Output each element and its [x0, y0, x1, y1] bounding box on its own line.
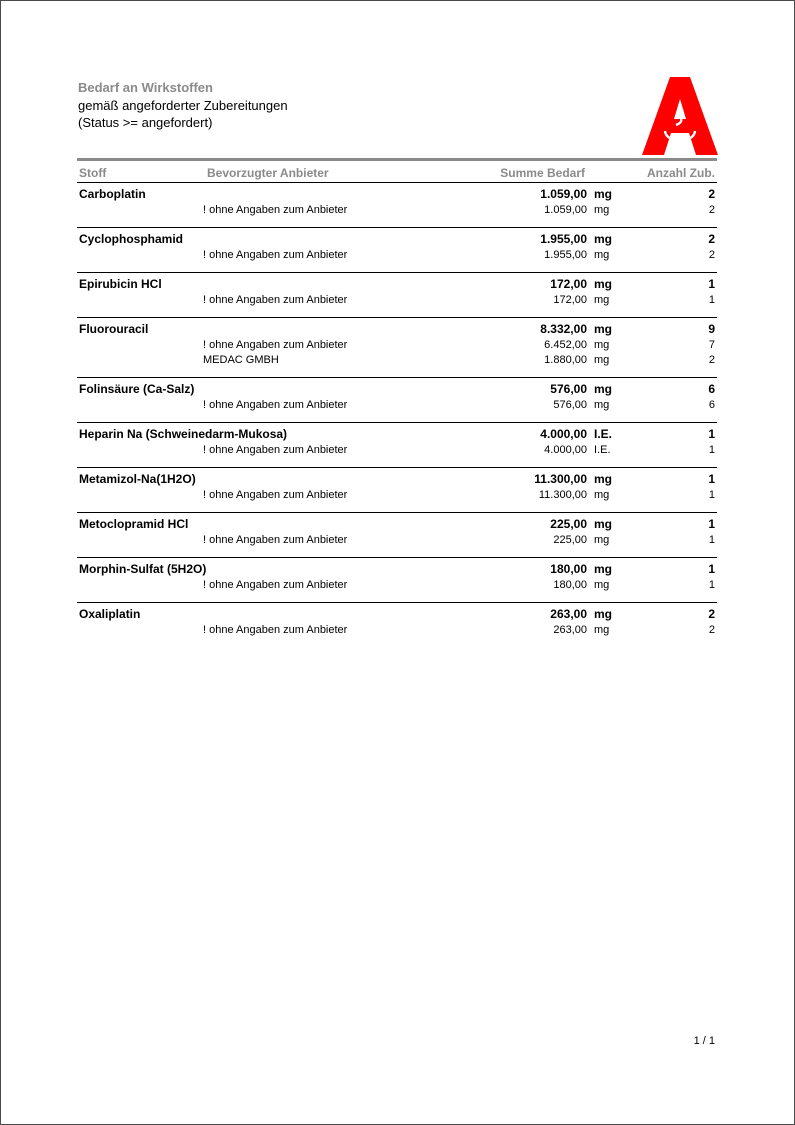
substance-name: Metamizol-Na(1H2O) [79, 472, 196, 486]
supplier-count: 2 [708, 204, 715, 216]
supplier-amount: 1.955,00 [544, 249, 587, 261]
supplier-count: 2 [708, 249, 715, 261]
header-rule [77, 158, 717, 161]
substance-name: Cyclophosphamid [79, 232, 184, 246]
preparation-count: 1 [708, 427, 715, 441]
supplier-count: 2 [708, 354, 715, 366]
unit: mg [594, 382, 612, 396]
supplier-amount: 4.000,00 [544, 444, 587, 456]
total-amount: 11.300,00 [534, 472, 587, 486]
total-amount: 8.332,00 [540, 322, 587, 336]
supplier-name: ! ohne Angaben zum Anbieter [203, 579, 348, 591]
supplier-count: 7 [708, 339, 715, 351]
supplier-name: ! ohne Angaben zum Anbieter [203, 399, 348, 411]
total-amount: 1.955,00 [540, 232, 587, 246]
supplier-amount: 263,00 [553, 624, 587, 636]
substance-group [77, 272, 717, 317]
preparation-count: 1 [708, 472, 715, 486]
report-subtitle: gemäß angeforderter Zubereitungen [78, 98, 288, 113]
supplier-unit: mg [594, 489, 610, 501]
supplier-name: ! ohne Angaben zum Anbieter [203, 249, 348, 261]
supplier-amount: 11.300,00 [538, 489, 587, 501]
supplier-row [77, 248, 717, 264]
preparation-count: 1 [708, 277, 715, 291]
apotheke-a-logo-icon [642, 75, 718, 155]
substance-row [77, 427, 717, 443]
substance-group [77, 182, 717, 227]
unit: mg [594, 187, 612, 201]
unit: mg [594, 322, 612, 336]
total-amount: 4.000,00 [540, 427, 587, 441]
supplier-row [77, 398, 717, 414]
supplier-amount: 180,00 [553, 579, 587, 591]
supplier-name: ! ohne Angaben zum Anbieter [203, 534, 348, 546]
substance-name: Heparin Na (Schweinedarm-Mukosa) [79, 427, 288, 441]
supplier-amount: 172,00 [553, 294, 587, 306]
unit: mg [594, 232, 612, 246]
substance-row [77, 562, 717, 578]
unit: mg [594, 607, 612, 621]
supplier-unit: mg [594, 624, 610, 636]
supplier-amount: 225,00 [553, 534, 587, 546]
total-amount: 180,00 [550, 562, 587, 576]
supplier-name: ! ohne Angaben zum Anbieter [203, 444, 348, 456]
substance-group [77, 602, 717, 647]
column-header-anbieter: Bevorzugter Anbieter [207, 166, 329, 180]
supplier-count: 1 [708, 489, 715, 501]
column-header-stoff: Stoff [79, 166, 107, 180]
unit: mg [594, 562, 612, 576]
substance-row [77, 232, 717, 248]
supplier-row [77, 488, 717, 504]
total-amount: 1.059,00 [540, 187, 587, 201]
substance-group [77, 377, 717, 422]
supplier-count: 1 [708, 579, 715, 591]
preparation-count: 2 [708, 187, 715, 201]
unit: I.E. [594, 427, 613, 441]
supplier-unit: I.E. [594, 444, 611, 456]
supplier-row [77, 623, 717, 639]
supplier-count: 1 [708, 534, 715, 546]
substance-name: Oxaliplatin [79, 607, 141, 621]
supplier-unit: mg [594, 204, 610, 216]
supplier-name: ! ohne Angaben zum Anbieter [203, 489, 348, 501]
substance-row [77, 187, 717, 203]
substance-row [77, 517, 717, 533]
supplier-row [77, 533, 717, 549]
column-header-summe: Summe Bedarf [500, 166, 585, 180]
supplier-name: ! ohne Angaben zum Anbieter [203, 624, 348, 636]
supplier-unit: mg [594, 294, 610, 306]
supplier-row [77, 443, 717, 459]
substance-group [77, 557, 717, 602]
supplier-row [77, 293, 717, 309]
demand-table [77, 182, 717, 647]
substance-group [77, 467, 717, 512]
supplier-unit: mg [594, 249, 610, 261]
supplier-amount: 1.880,00 [544, 354, 587, 366]
substance-name: Folinsäure (Ca-Salz) [79, 382, 195, 396]
substance-row [77, 277, 717, 293]
supplier-name: MEDAC GMBH [203, 354, 279, 366]
supplier-name: ! ohne Angaben zum Anbieter [203, 204, 348, 216]
supplier-name: ! ohne Angaben zum Anbieter [203, 339, 348, 351]
supplier-row [77, 353, 717, 369]
substance-row [77, 382, 717, 398]
total-amount: 263,00 [550, 607, 587, 621]
total-amount: 172,00 [550, 277, 587, 291]
page-number: 1 / 1 [693, 1035, 715, 1047]
substance-group [77, 422, 717, 467]
substance-group [77, 512, 717, 557]
supplier-unit: mg [594, 534, 610, 546]
preparation-count: 1 [708, 562, 715, 576]
supplier-unit: mg [594, 399, 610, 411]
substance-name: Morphin-Sulfat (5H2O) [79, 562, 207, 576]
total-amount: 225,00 [550, 517, 587, 531]
preparation-count: 2 [708, 232, 715, 246]
unit: mg [594, 277, 612, 291]
substance-name: Fluorouracil [79, 322, 149, 336]
substance-row [77, 607, 717, 623]
substance-group [77, 227, 717, 272]
preparation-count: 2 [708, 607, 715, 621]
supplier-row [77, 578, 717, 594]
total-amount: 576,00 [550, 382, 587, 396]
supplier-row [77, 338, 717, 354]
report-status-filter: (Status >= angefordert) [78, 115, 213, 130]
substance-row [77, 322, 717, 338]
supplier-count: 2 [708, 624, 715, 636]
report-title: Bedarf an Wirkstoffen [78, 80, 213, 95]
substance-name: Epirubicin HCl [79, 277, 162, 291]
supplier-amount: 1.059,00 [544, 204, 587, 216]
column-header-anzahl: Anzahl Zub. [647, 166, 715, 180]
supplier-count: 1 [708, 444, 715, 456]
supplier-amount: 6.452,00 [544, 339, 587, 351]
substance-row [77, 472, 717, 488]
preparation-count: 6 [708, 382, 715, 396]
preparation-count: 1 [708, 517, 715, 531]
supplier-row [77, 203, 717, 219]
substance-group [77, 317, 717, 377]
unit: mg [594, 472, 612, 486]
supplier-count: 6 [708, 399, 715, 411]
supplier-name: ! ohne Angaben zum Anbieter [203, 294, 348, 306]
supplier-unit: mg [594, 354, 610, 366]
supplier-amount: 576,00 [553, 399, 587, 411]
substance-name: Carboplatin [79, 187, 146, 201]
supplier-unit: mg [594, 579, 610, 591]
supplier-count: 1 [708, 294, 715, 306]
preparation-count: 9 [708, 322, 715, 336]
unit: mg [594, 517, 612, 531]
substance-name: Metoclopramid HCl [79, 517, 189, 531]
supplier-unit: mg [594, 339, 610, 351]
